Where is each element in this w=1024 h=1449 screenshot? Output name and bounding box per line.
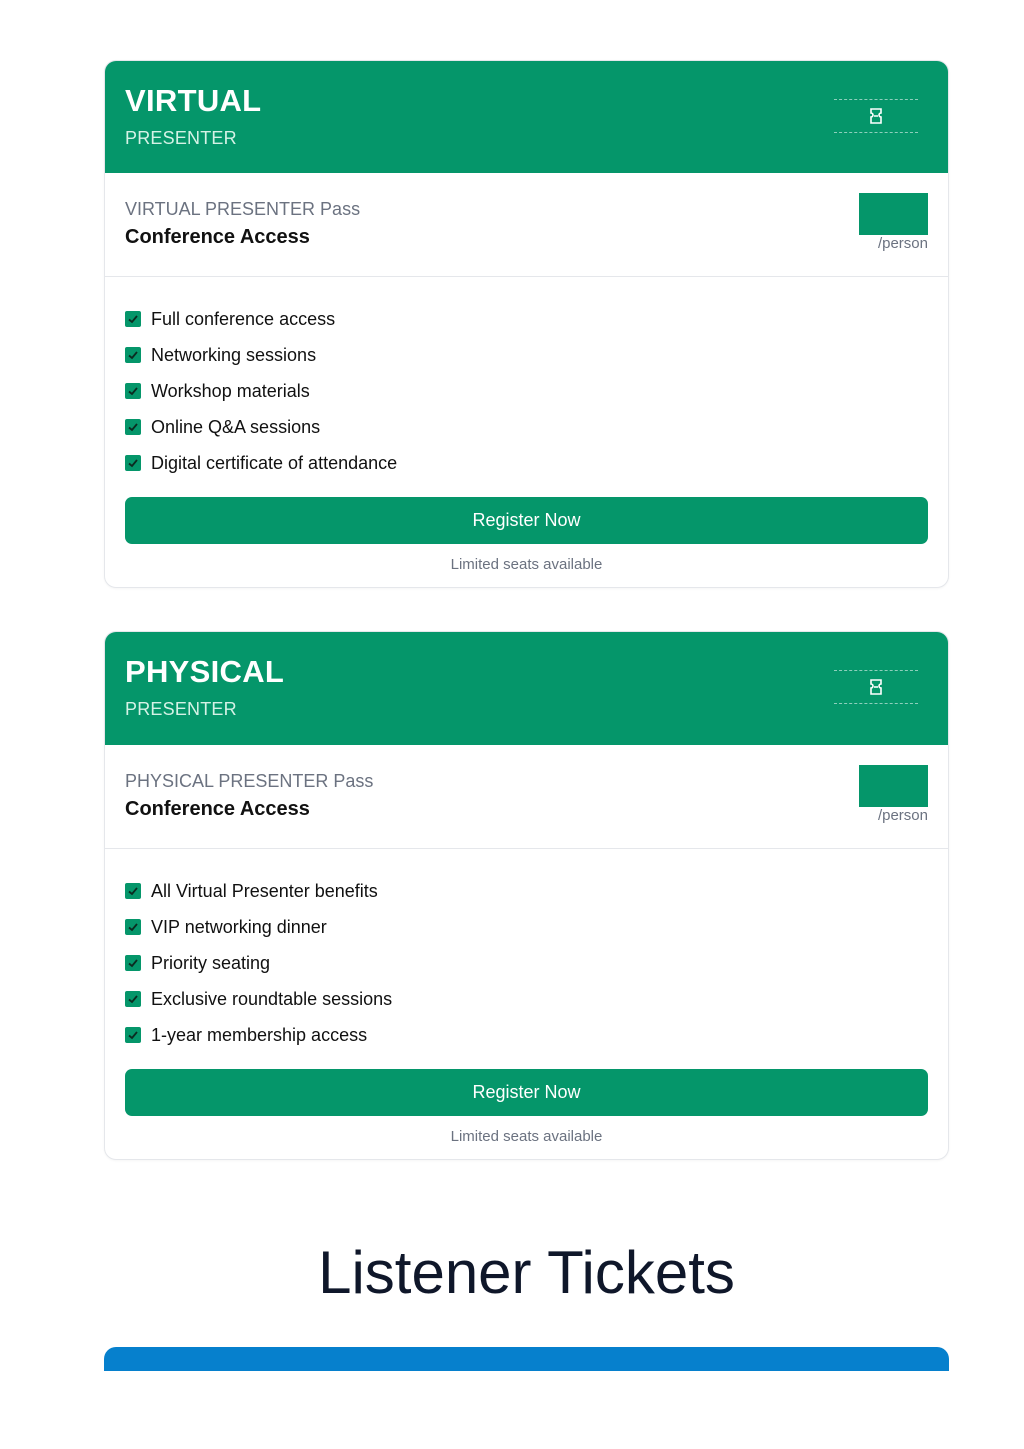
- card-subtitle: PRESENTER: [125, 699, 237, 719]
- feature-text: VIP networking dinner: [151, 916, 327, 937]
- card-subtitle: PRESENTER: [125, 128, 237, 148]
- pass-access: Conference Access: [125, 226, 310, 248]
- price-placeholder: [859, 765, 928, 807]
- per-person-label: /person: [877, 235, 928, 252]
- feature-text: Online Q&A sessions: [151, 416, 321, 437]
- feature-text: All Virtual Presenter benefits: [151, 880, 378, 901]
- limited-seats-note: Limited seats available: [450, 1128, 603, 1145]
- check-icon: [125, 419, 141, 435]
- list-item: [125, 337, 928, 373]
- card-title: PHYSICAL: [125, 654, 285, 689]
- pass-name: PHYSICAL PRESENTER Pass: [125, 771, 374, 791]
- feature-text: Networking sessions: [151, 344, 317, 365]
- feature-text: Full conference access: [151, 308, 336, 329]
- check-icon: [125, 883, 141, 899]
- feature-text: 1-year membership access: [151, 1024, 368, 1045]
- price-placeholder: [859, 193, 928, 235]
- ticket-card-physical-presenter: [104, 631, 949, 1160]
- feature-text: Priority seating: [151, 952, 271, 973]
- limited-seats-note: Limited seats available: [450, 556, 603, 573]
- feature-list: [105, 849, 948, 1053]
- check-icon: [125, 383, 141, 399]
- list-item: [125, 373, 928, 409]
- card-header: [105, 61, 948, 173]
- list-item: [125, 445, 928, 481]
- register-now-button[interactable]: Register Now: [125, 1069, 928, 1116]
- feature-list: [105, 277, 948, 481]
- pass-access: Conference Access: [125, 798, 310, 820]
- check-icon: [125, 955, 141, 971]
- list-item: [125, 981, 928, 1017]
- feature-text: Digital certificate of attendance: [151, 452, 398, 473]
- register-now-button[interactable]: Register Now: [125, 497, 928, 544]
- card-title: VIRTUAL: [125, 83, 262, 118]
- check-icon: [125, 919, 141, 935]
- list-item: [125, 873, 928, 909]
- check-icon: [125, 347, 141, 363]
- pass-info: [105, 745, 948, 849]
- check-icon: [125, 991, 141, 1007]
- per-person-label: /person: [877, 807, 928, 824]
- ticket-card-listener-header: [104, 1347, 949, 1371]
- feature-text: Workshop materials: [151, 380, 310, 401]
- list-item: [125, 909, 928, 945]
- check-icon: [125, 311, 141, 327]
- check-icon: [125, 455, 141, 471]
- pass-name: VIRTUAL PRESENTER Pass: [125, 199, 361, 219]
- pass-info: [105, 173, 948, 277]
- section-title-listener-tickets: Listener Tickets: [318, 1239, 735, 1306]
- ticket-icon: [834, 99, 918, 133]
- ticket-card-virtual-presenter: [104, 60, 949, 588]
- list-item: [125, 1017, 928, 1053]
- list-item: [125, 409, 928, 445]
- card-header: [105, 632, 948, 745]
- check-icon: [125, 1027, 141, 1043]
- list-item: [125, 945, 928, 981]
- ticket-icon: [834, 670, 918, 704]
- feature-text: Exclusive roundtable sessions: [151, 988, 393, 1009]
- list-item: [125, 301, 928, 337]
